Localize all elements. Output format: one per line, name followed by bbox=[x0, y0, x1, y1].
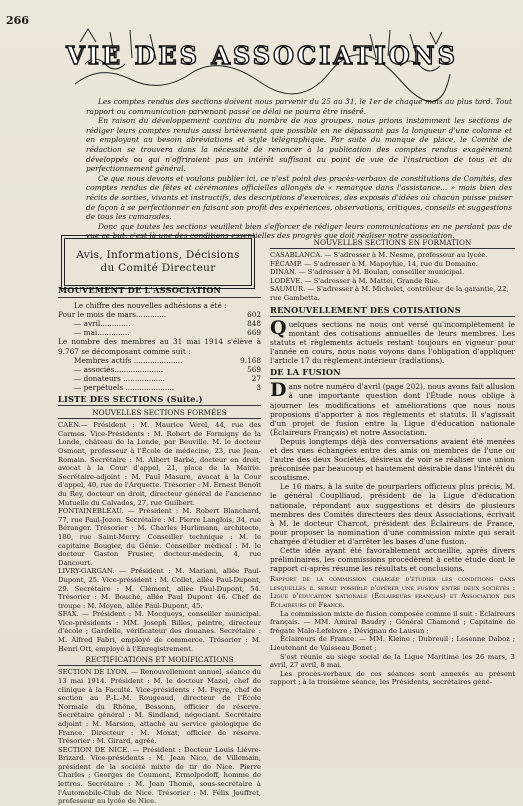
box-line-1: Avis, Informations, Décisions bbox=[76, 249, 240, 261]
membres-row: — donateurs .................. 27 bbox=[74, 373, 261, 383]
fusion-para: Cette idée ayant été favorablement accueillie, après divers préliminaires, les commissions procédèrent à cette étude dont le rapport ci-après résume les résultats et conclusions. bbox=[270, 546, 515, 574]
fusion-para bbox=[270, 379, 515, 437]
fusion-para: Depuis longtemps déjà des conversations avaient été menées et des vues échangées entre des amis ou membres de l'une ou l'autre des deux Sociétés, désireux de voir se réaliser une union préconisée par beaucoup et hautement désirable dans l'intérêt du scoutisme. bbox=[270, 436, 515, 483]
mouvement-line-1: Le chiffre des nouvelles adhésions a été : bbox=[74, 301, 227, 311]
rapport-composition: La commission mixte de fusion composée comme il suit : Éclaireurs français. — MM. Amiral Baudry ; Général Chamond ; Capitaine de frégate Malo-Lefebvre ; Dévignau de Lausun ; bbox=[270, 609, 515, 635]
fusion-title: DE LA FUSION bbox=[270, 367, 341, 378]
mouvement-title: MOUVEMENT DE L'ASSOCIATION bbox=[58, 285, 222, 295]
formation-entry: SAUMUR. — S'adresser à M. Michelet, contrôleur de la garantie, 22, rue Gambetta. bbox=[270, 285, 509, 303]
renouvellement-title: RENOUVELLEMENT DES COTISATIONS bbox=[270, 304, 461, 315]
header-title-lettering: VIE DES ASSOCIATIONS bbox=[66, 41, 458, 70]
divider bbox=[58, 665, 261, 666]
header-vignette bbox=[66, 24, 458, 92]
formation-entry: CASABLANCA. — S'adresser à M. Nesme, professeur au lycée. bbox=[270, 251, 488, 260]
rapport-composition-2: Éclaireurs de France. — MM. Kleine ; Dubreuil ; Lesenne Daboz ; Lieutenant de Vaisseau Bonet ; bbox=[270, 635, 515, 653]
membres-row: — perpétuels ..................... 3 bbox=[74, 382, 261, 392]
formation-title: NOUVELLES SECTIONS EN FORMATION bbox=[313, 238, 472, 247]
mouvement-line-2: Le nombre des membres au 31 mai 1914 s'élève à 9.767 se décomposant comme suit : bbox=[58, 337, 261, 356]
intro-para-4: Donc que toutes les sections veuillent bien s'efforcer de rédiger leurs communications en ne perdant pas de vue ce but, c'est là une des conditions essentielles des progrès que doit réaliser notre association. bbox=[86, 221, 512, 241]
fusion-para: Le 16 mars, à la suite de pourparlers officieux plus précis, M. le général Couplliaud, président de la Ligue d'éducation nationale, répondant aux suggestions et désirs de plusieurs membres des Comités directeurs des deux Associations, écrivait à M. le docteur Charcot, président des Éclaireurs de France, pour proposer la nomination d'une commission mixte qui serait chargée d'étudier et d'arrêter les bases d'une fusion. bbox=[270, 482, 515, 546]
rapport-heading: Rapport de la commission chargée d'étudier les conditions dans lesquelles il serait possible d'opérer une fusion entre deux sociétés : Ligue d'éducation nationale (Éclaireurs français) et Association des Éclaireurs de France. bbox=[270, 575, 515, 610]
dropcap: D bbox=[270, 379, 287, 402]
section-entry: FONTAINEBLEAU. — Président : M. Robert Blanchard, 77, rue Paul-Jozon. Secrétaire : M. Pierre Langlois, 34, rue Béranger. Trésorier : M. Charles Hurlimann, architecte, 180, rue Saint-Merry. Conseiller technique : M. le capitaine Bougier, du Génie. Conseiller médical : M. le docteur Gaston Frusier, docteur-médecin, 4, rue Dancourt. bbox=[58, 507, 261, 567]
intro-para-3: Ce que nous devons et voulons publier ici, ce n'est point des procès-verbaux de constitutions de Comités, des comptes rendus de fêtes et cérémonies officielles allongés de « remarque dans l'assistance... » mais bien des récits de sorties, vivants et instructifs, des descriptions d'exercices, des exposés d'idées où chacun puisse puiser de façon à se perfectionner en faisant son profit des expériences, observations, critiques, conseils et suggestions de tous les camarades. bbox=[86, 173, 512, 222]
mouvement-row: — avril............. 848 bbox=[74, 319, 261, 329]
committee-notice-box bbox=[64, 238, 252, 286]
section-entry: SFAX. — Président : M. Mocqueys, conseiller municipal. Vice-présidents : MM. Joseph Billes, peintre, directeur d'école ; Gardelle, vérificateur des douanes. Secrétaire : M. Alfred Fabri, employé de commerce. Trésorier : M. Henri Ott, employé à l'Enregistrement. bbox=[58, 610, 261, 653]
box-line-2: du Comité Directeur bbox=[100, 262, 216, 274]
left-column bbox=[58, 286, 261, 806]
divider bbox=[270, 316, 515, 317]
page-number: 266 bbox=[6, 14, 29, 27]
renouvellement-text bbox=[270, 316, 515, 366]
renouvellement-body: uelques sections ne nous ont versé qu'incomplètement le montant des cotisations annuelles de leurs membres. Les statuts et règlements actuels restant toujours en vigueur pour l'année en cours, nous nous voyons dans l'obligation d'appliquer l'article 17 du règlement intérieur (radiations). bbox=[270, 319, 515, 366]
divider bbox=[270, 378, 515, 379]
rapport-seances: S'est réunie au siège social de la Ligue Maritime les 26 mars, 3 avril, 27 avril, 8 mai. bbox=[270, 652, 515, 670]
membres-row: — associés..................... 569 bbox=[74, 364, 261, 374]
rectif-title: RECTIFICATIONS ET MODIFICATIONS bbox=[85, 655, 234, 665]
divider bbox=[270, 248, 515, 249]
formation-entry: FÉCAMP. — S'adresser à M. Mapoyhie, 14, rue du Domaine. bbox=[270, 259, 478, 268]
rapport-pv: Les procès-verbaux de ces séances sont annexés au présent rapport ; à la troisième séance, les Présidents, secrétaires géné- bbox=[270, 669, 515, 687]
divider bbox=[58, 405, 261, 406]
formation-entry: DINAN. — S'adresser à M. Boulan, conseiller municipal. bbox=[270, 268, 465, 277]
membres-row: Membres actifs ..................... 9.168 bbox=[74, 355, 261, 365]
mouvement-row: Pour le mois de mars............. 602 bbox=[58, 310, 261, 320]
divider bbox=[58, 297, 261, 298]
formation-entry: LODÈVE. — S'adresser à M. Mattei, Grande Rue. bbox=[270, 276, 441, 285]
divider bbox=[58, 418, 261, 419]
right-column bbox=[270, 238, 515, 687]
rectif-entry: SECTION DE NICE. — Président : Docteur Louis Liévre-Brizard. Vice-présidents : M. Jean Nico, de Villemain, président de la société mixte de tir de Nice. Pierre Charles ; Georges de Coumont, Ermolpodoff, homme de lettres. Secrétaire : M. Jean Thomé, sous-secrétaire à l'Automobile-Club de Nice. Trésorier : M. Félix Jouffret, professeur au lycée de Nice. bbox=[58, 745, 261, 806]
dropcap: Q bbox=[270, 316, 287, 339]
section-entry: LIVRY-GARGAN. — Président : M. Mariani, allée Paul-Dupont, 25. Vice-président : M. Collet, allée Paul-Dupont, 29. Secrétaire : M. Clément, allée Paul-Dupont, 54. Trésorier : M. Bouché, allée Paul Dupont 46. Chef de troupe : M. Moyen, allée Paul-Dupont, 45. bbox=[58, 567, 261, 610]
liste-subtitle: NOUVELLES SECTIONS FORMÉES bbox=[92, 408, 227, 418]
intro-para-1: Les comptes rendus des sections doivent nous parvenir du 25 au 31, le 1er de chaque mois au plus tard. Tout rapport ou communication parvenant passé ce délai ne pourra être inséré. bbox=[86, 97, 512, 116]
fusion-body-1: ans notre numéro d'avril (page 202), nous avons fait allusion à une importante question dont l'Étude nous oblige à ajourner les modifications et améliorations que nous nous proposions d'apporter à nos règlements et statuts. Il s'agissait d'un projet de fusion entre la Ligue d'éducation nationale (Éclaireurs Français) et notre Association. bbox=[270, 382, 515, 437]
intro-para-2: En raison du développement continu du nombre de nos groupes, nous prions instamment les sections de rédiger leurs comptes rendus aussi brièvement que possible en ne dépassant pas la longueur d'une colonne et en employant au besoin abréviations et style télégraphique. Par suite du manque de place, le Comité de rédaction se trouvera dans la nécessité de renoncer à la publication des comptes rendus exagérément développés ou qui n'offriraient pas un intérêt suffisant au point de vue de l'instruction de tous et du perfectionnement général. bbox=[86, 116, 512, 174]
mouvement-row: — mai.............. 669 bbox=[74, 328, 261, 338]
rectif-entry: SECTION DE LYON. — Renouvellement annuel, séance du 13 mai 1914. Président : M. le docteur Mazel, chef de clinique à la Faculté. Vice-présidents : M. Peyre, chef de section au P.-L.-M. Rougeaud, directeur de l'École Normale du Rhône, Bessonn, officier de réserve. Secrétaire général : M. Sindland, négociant. Secrétaire adjoint : M. Marsion, attaché au service géologique de France. Directeur : M. Moxat, officier de réserve. Trésorier : M. Girard, agréé. bbox=[58, 668, 261, 746]
section-entry: CAEN.— Président : M. Maurice Vérel, 44, rue des Carmes. Vice-Présidents : M. Robert de Formigny de la Londe, château de la Londe, par Beuville. M. le docteur Osmont, professeur à l'École de médecine, 23, rue Jean-Romain. Secrétaire : M. Albert Barbé, docteur en droit, avocat à la Cour d'appel, 21, place de la Mairie. Secrétaire-adjoint : M. Paul Masure, avocat à la Cour d'appel, 40, rue de l'Arquette. Trésorier : M. Ernest Benoît du Rey, docteur en droit, directeur général de l'ancienne Mutuelle du Calvados, 27, rue Guilbert. bbox=[58, 421, 261, 507]
liste-title: LISTE DES SECTIONS (Suite.) bbox=[58, 394, 203, 405]
intro-notice bbox=[86, 97, 512, 241]
